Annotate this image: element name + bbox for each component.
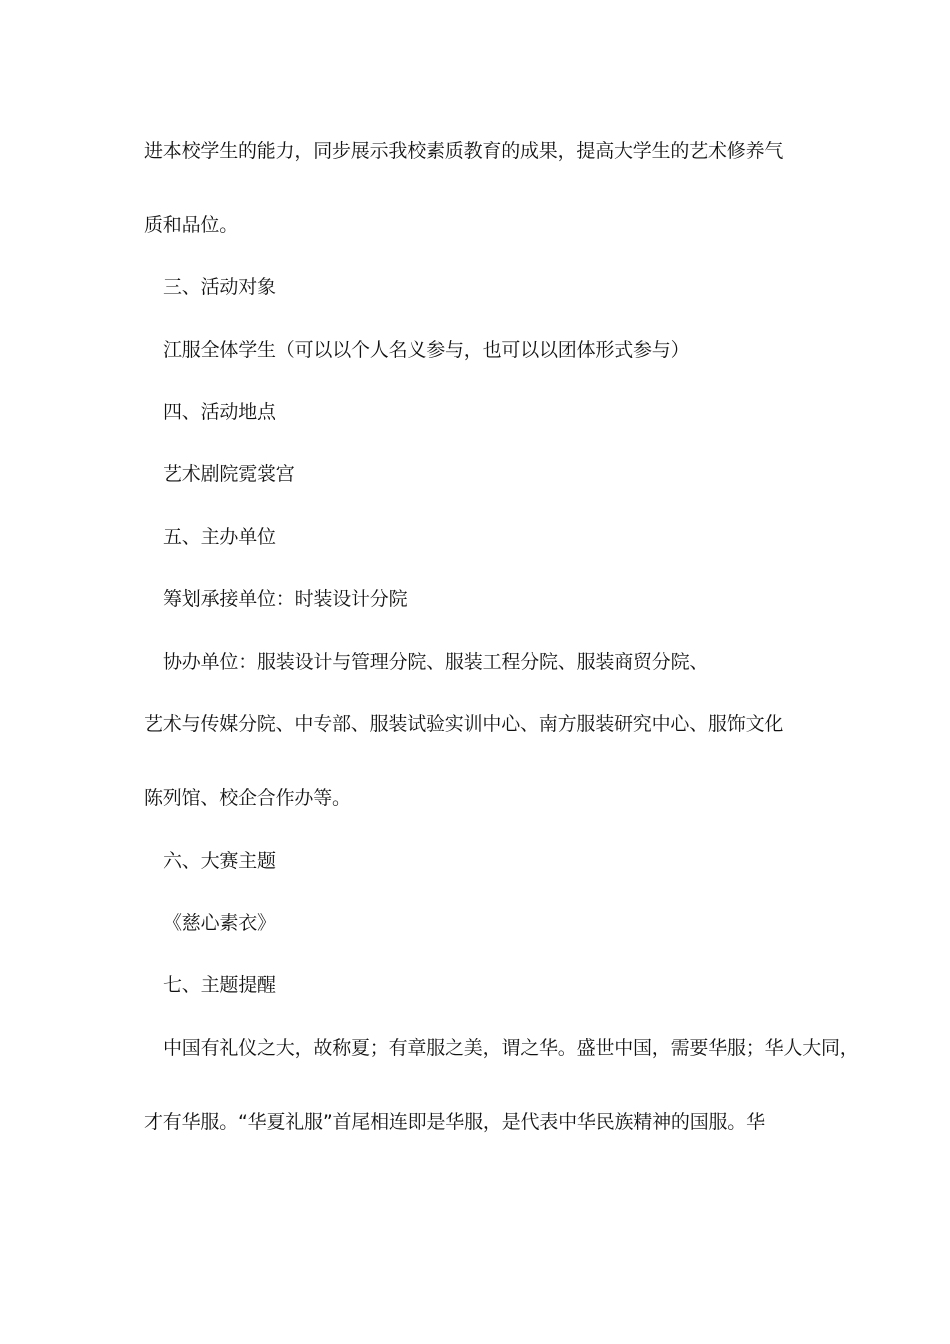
paragraph-line: 协办单位：服装设计与管理分院、服装工程分院、服装商贸分院、 <box>163 651 709 673</box>
paragraph-line: 筹划承接单位：时装设计分院 <box>163 588 408 610</box>
section-heading: 四、活动地点 <box>163 401 276 423</box>
paragraph-line: 进本校学生的能力，同步展示我校素质教育的成果，提高大学生的艺术修养气 <box>144 140 784 162</box>
paragraph-line: 陈列馆、校企合作办等。 <box>144 787 351 809</box>
section-heading: 七、主题提醒 <box>163 974 276 996</box>
paragraph-line: 江服全体学生（可以以个人名义参与，也可以以团体形式参与） <box>163 339 690 361</box>
paragraph-line: 艺术与传媒分院、中专部、服装试验实训中心、南方服装研究中心、服饰文化 <box>144 713 784 735</box>
paragraph-line: 中国有礼仪之大，故称夏；有章服之美，谓之华。盛世中国，需要华服；华人大同， <box>163 1037 859 1059</box>
section-heading: 六、大赛主题 <box>163 850 276 872</box>
section-heading: 三、活动对象 <box>163 276 276 298</box>
paragraph-line: 艺术剧院霓裳宫 <box>163 463 295 485</box>
section-heading: 五、主办单位 <box>163 526 276 548</box>
paragraph-line: 质和品位。 <box>144 214 239 236</box>
paragraph-line: 《慈心素衣》 <box>163 912 276 934</box>
paragraph-line: 才有华服。“华夏礼服”首尾相连即是华服，是代表中华民族精神的国服。华 <box>144 1111 765 1133</box>
